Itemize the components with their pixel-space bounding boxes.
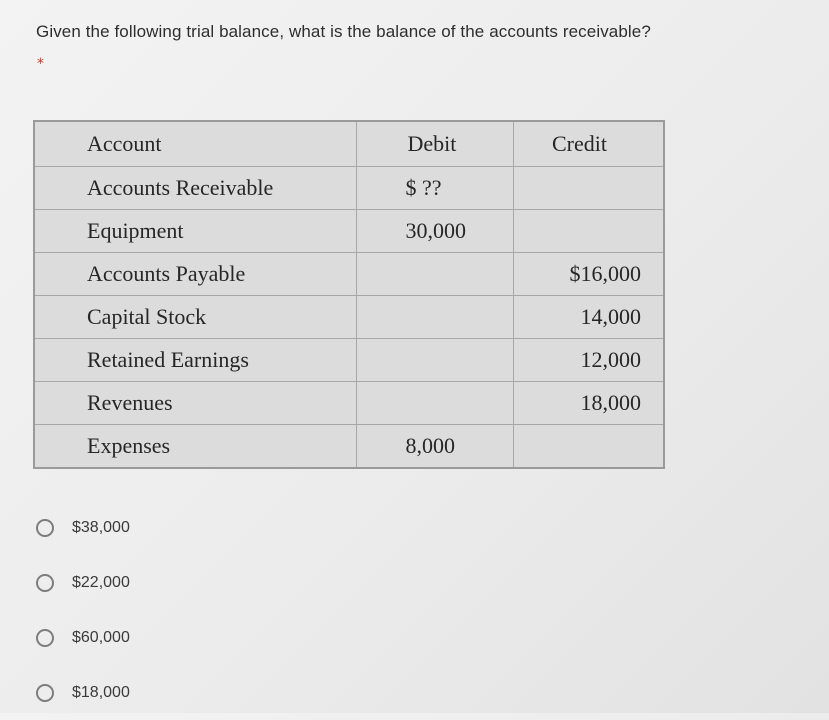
cell-debit bbox=[357, 296, 513, 339]
table-row bbox=[34, 339, 664, 382]
answer-option[interactable] bbox=[33, 555, 130, 610]
radio-button[interactable] bbox=[36, 574, 54, 592]
cell-credit bbox=[513, 425, 664, 469]
cell-account: Accounts Receivable bbox=[34, 167, 357, 210]
cell-account: Equipment bbox=[34, 210, 357, 253]
table-header-row bbox=[34, 121, 664, 167]
header-account: Account bbox=[34, 121, 357, 167]
cell-debit bbox=[357, 339, 513, 382]
cell-debit: $ ?? bbox=[357, 167, 513, 210]
table-row bbox=[34, 167, 664, 210]
cell-account: Capital Stock bbox=[34, 296, 357, 339]
cell-debit: 8,000 bbox=[357, 425, 513, 469]
cell-debit bbox=[357, 253, 513, 296]
required-asterisk: * bbox=[37, 56, 44, 72]
cell-credit bbox=[513, 210, 664, 253]
cell-account: Revenues bbox=[34, 382, 357, 425]
cell-account: Retained Earnings bbox=[34, 339, 357, 382]
radio-button[interactable] bbox=[36, 519, 54, 537]
radio-button[interactable] bbox=[36, 629, 54, 647]
cell-debit bbox=[357, 382, 513, 425]
table-row bbox=[34, 425, 664, 469]
table-row bbox=[34, 210, 664, 253]
cell-account: Expenses bbox=[34, 425, 357, 469]
cell-credit: $16,000 bbox=[513, 253, 664, 296]
header-debit: Debit bbox=[357, 121, 513, 167]
cell-credit: 12,000 bbox=[513, 339, 664, 382]
answer-options bbox=[33, 500, 130, 720]
table-row bbox=[34, 296, 664, 339]
option-label: $60,000 bbox=[72, 628, 130, 646]
header-credit: Credit bbox=[513, 121, 664, 167]
cell-credit: 14,000 bbox=[513, 296, 664, 339]
option-label: $38,000 bbox=[72, 518, 130, 536]
cell-debit: 30,000 bbox=[357, 210, 513, 253]
table-row bbox=[34, 382, 664, 425]
cell-account: Accounts Payable bbox=[34, 253, 357, 296]
cell-credit bbox=[513, 167, 664, 210]
trial-balance-table bbox=[33, 120, 665, 469]
cell-credit: 18,000 bbox=[513, 382, 664, 425]
table-row bbox=[34, 253, 664, 296]
answer-option[interactable] bbox=[33, 665, 130, 720]
radio-button[interactable] bbox=[36, 684, 54, 702]
answer-option[interactable] bbox=[33, 500, 130, 555]
question-text: Given the following trial balance, what is the balance of the accounts receivable? bbox=[36, 22, 651, 41]
answer-option[interactable] bbox=[33, 610, 130, 665]
option-label: $18,000 bbox=[72, 683, 130, 701]
option-label: $22,000 bbox=[72, 573, 130, 591]
